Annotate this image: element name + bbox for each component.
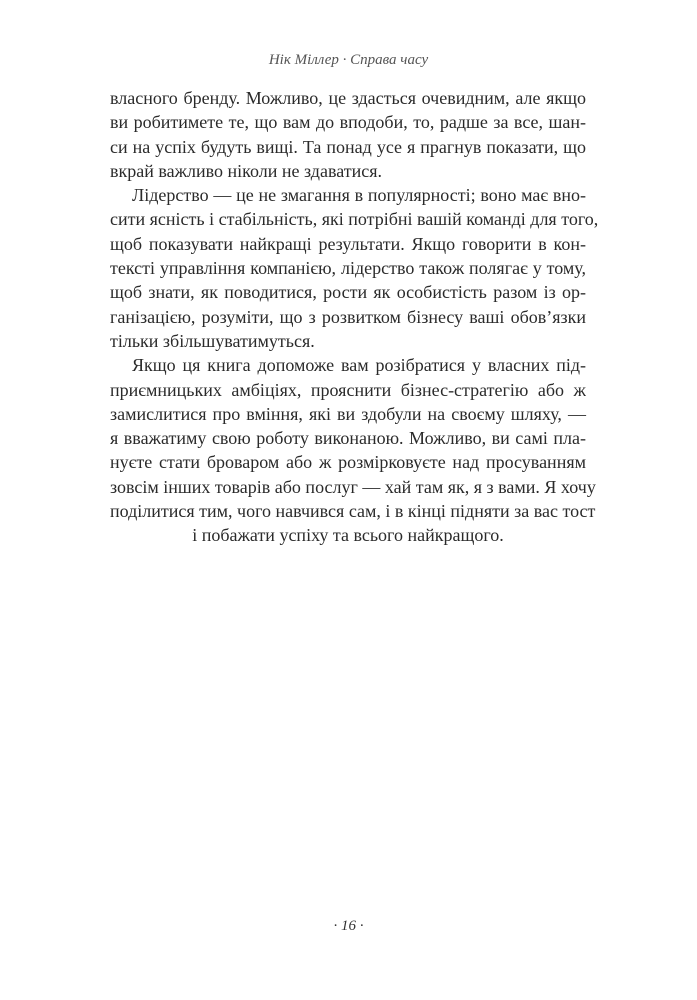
text-line: щоб показувати найкращі результати. Якщо говорити в кон- bbox=[110, 233, 586, 254]
text-line: вкрай важливо ніколи не здаватися. bbox=[110, 160, 382, 181]
text-line: власного бренду. Можливо, це здасться очевидним, але якщо bbox=[110, 88, 586, 108]
text-line: Якщо ця книга допоможе вам розібратися у власних під- bbox=[132, 355, 586, 376]
page-body bbox=[110, 86, 599, 548]
text-line: нуєте стати броваром або ж розмірковуєте над просуванням bbox=[110, 452, 586, 473]
paragraph-2 bbox=[110, 183, 599, 353]
text-line: зовсім інших товарів або послуг — хай там як, я з вами. Я хочу bbox=[110, 476, 596, 497]
text-line: приємницьких амбіціях, прояснити бізнес-стратегію або ж bbox=[110, 379, 586, 400]
text-line: си на успіх будуть вищі. Та понад усе я прагнув показати, що bbox=[110, 136, 586, 157]
paragraph-1 bbox=[110, 86, 586, 183]
text-line: щоб знати, як поводитися, рости як особистість разом із ор- bbox=[110, 282, 586, 303]
text-line: ганізацією, розуміти, що з розвитком бізнесу ваші обов’язки bbox=[110, 306, 586, 327]
text-line: ви робитимете те, що вам до вподоби, то, радше за все, шан- bbox=[110, 112, 586, 133]
text-line: поділитися тим, чого навчився сам, і в кінці підняти за вас тост bbox=[110, 501, 596, 522]
text-line: сити ясність і стабільність, які потрібні вашій команді для того, bbox=[110, 209, 599, 230]
text-line: тексті управління компанією, лідерство також полягає у тому, bbox=[110, 258, 586, 279]
paragraph-3 bbox=[110, 353, 596, 547]
text-line: я вважатиму свою роботу виконаною. Можливо, ви самі пла- bbox=[110, 428, 586, 449]
text-line: тільки збільшуватимуться. bbox=[110, 330, 315, 351]
text-line: замислитися про вміння, які ви здобули на своєму шляху, — bbox=[110, 403, 586, 424]
text-line: Лідерство — це не змагання в популярності; воно має вно- bbox=[132, 185, 586, 206]
running-header: Нік Міллер · Справа часу bbox=[268, 52, 429, 68]
page-number: · 16 · bbox=[333, 918, 364, 934]
text-line: і побажати успіху та всього найкращого. bbox=[192, 525, 504, 546]
